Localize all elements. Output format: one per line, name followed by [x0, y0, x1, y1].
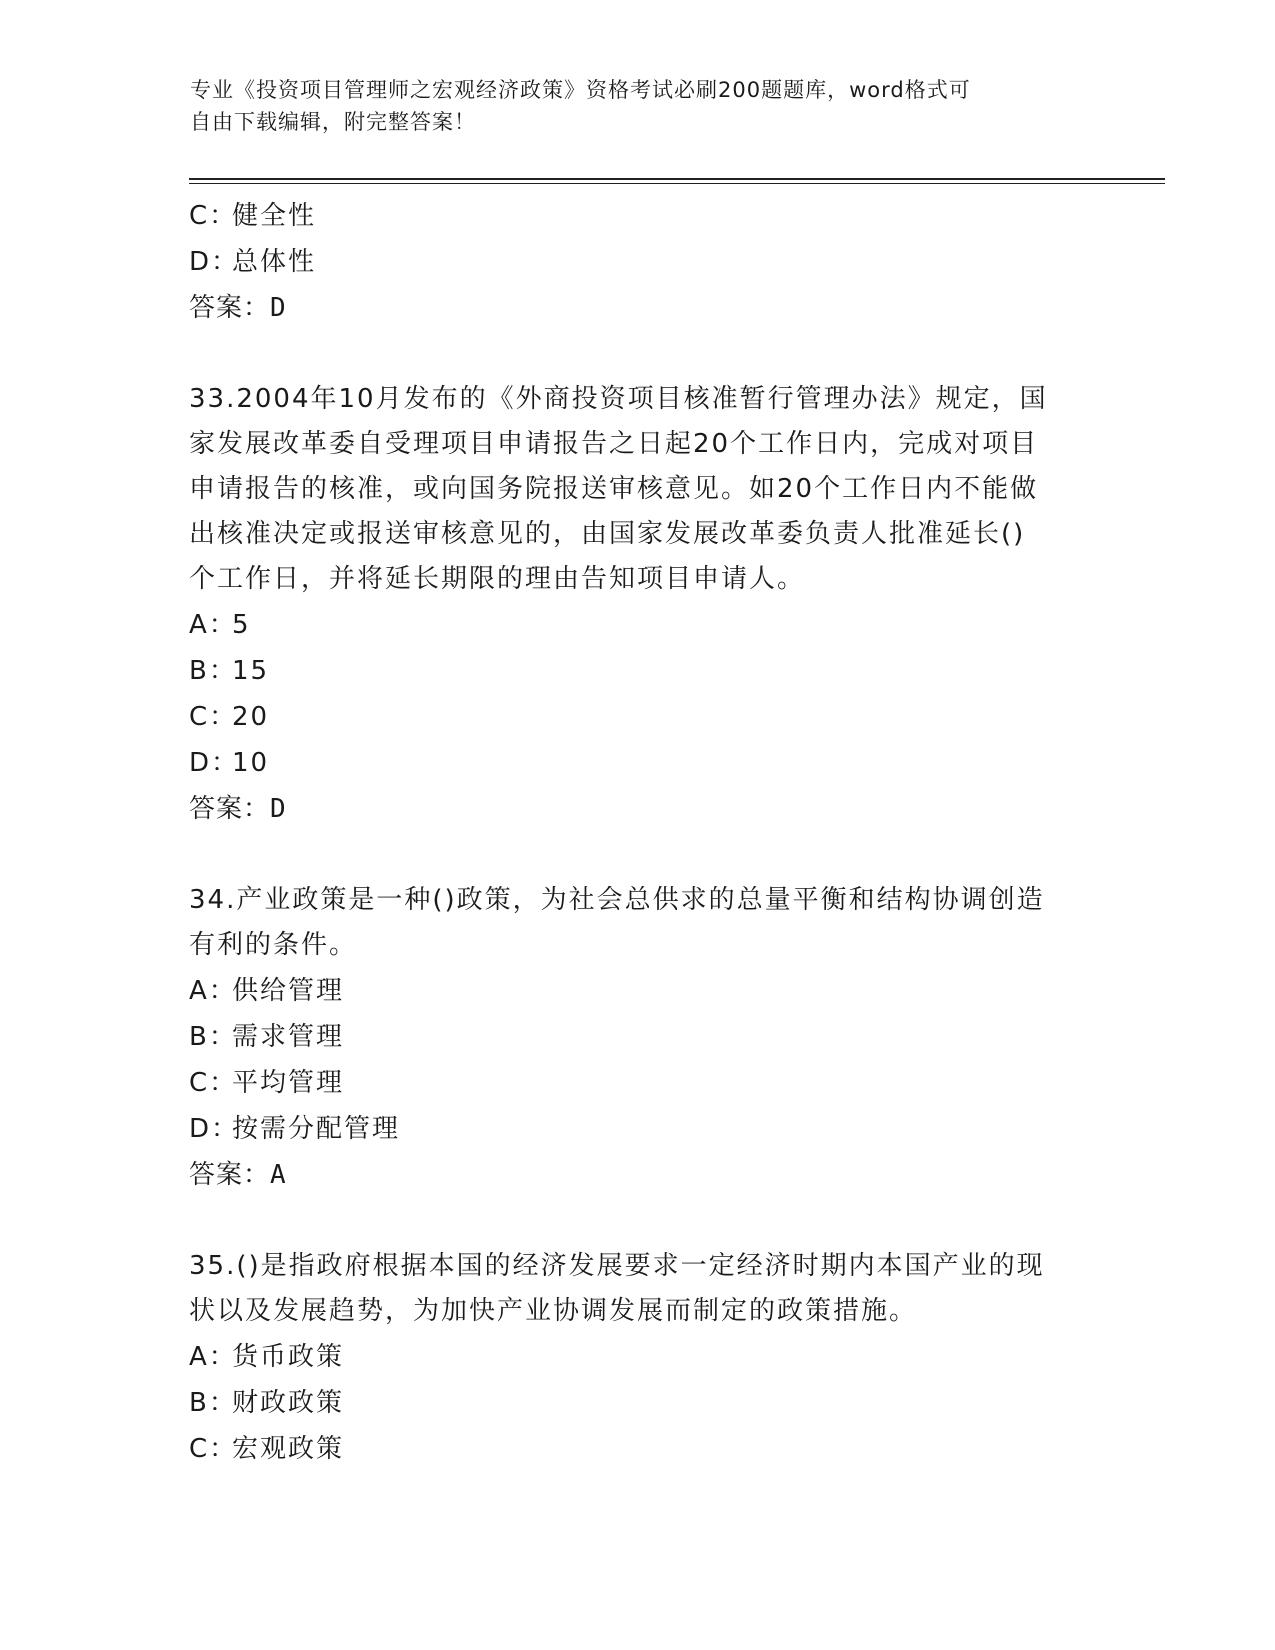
- document-body: [189, 193, 1089, 1472]
- option-d: D：按需分配管理: [189, 1114, 401, 1144]
- option-b: B：15: [189, 656, 270, 686]
- header-rule-thin: [189, 183, 1165, 184]
- option-c: C：20: [189, 702, 270, 732]
- option-d: D：10: [189, 748, 270, 778]
- question-33: [189, 377, 1089, 832]
- option-b: B：财政政策: [189, 1388, 345, 1418]
- option-d: D：总体性: [189, 247, 317, 277]
- question-text: 34.产业政策是一种()政策，为社会总供求的总量平衡和结构协调创造 有利的条件。: [189, 885, 1045, 960]
- question-32-fragment: [189, 193, 1089, 331]
- header-line-2: 自由下载编辑，附完整答案！: [190, 110, 476, 134]
- question-35: [189, 1244, 1089, 1472]
- option-a: A：5: [189, 610, 251, 640]
- page-header: [190, 74, 1090, 138]
- question-34: [189, 878, 1089, 1198]
- header-line-1: 专业《投资项目管理师之宏观经济政策》资格考试必刷200题题库，word格式可: [190, 78, 971, 102]
- option-a: A：供给管理: [189, 976, 345, 1006]
- option-c: C：健全性: [189, 201, 317, 231]
- answer-line: 答案：D: [189, 293, 287, 323]
- answer-line: 答案：A: [189, 1160, 287, 1190]
- question-text: 33.2004年10月发布的《外商投资项目核准暂行管理办法》规定，国 家发展改革委自受理项目申请报告之日起20个工作日内，完成对项目 申请报告的核准，或向国务院报送审核意见。如20个工作日内不能做 出核准决定或报送审核意见的，由国家发展改革委负责人批准延长() 个工作日，并将延长期限的理由告知项目申请人。: [189, 384, 1048, 594]
- option-c: C：平均管理: [189, 1068, 345, 1098]
- option-a: A：货币政策: [189, 1342, 345, 1372]
- option-c: C：宏观政策: [189, 1434, 345, 1464]
- answer-line: 答案：D: [189, 794, 287, 824]
- question-text: 35.()是指政府根据本国的经济发展要求一定经济时期内本国产业的现 状以及发展趋势，为加快产业协调发展而制定的政策措施。: [189, 1251, 1045, 1326]
- header-rule-thick: [189, 178, 1165, 180]
- option-b: B：需求管理: [189, 1022, 345, 1052]
